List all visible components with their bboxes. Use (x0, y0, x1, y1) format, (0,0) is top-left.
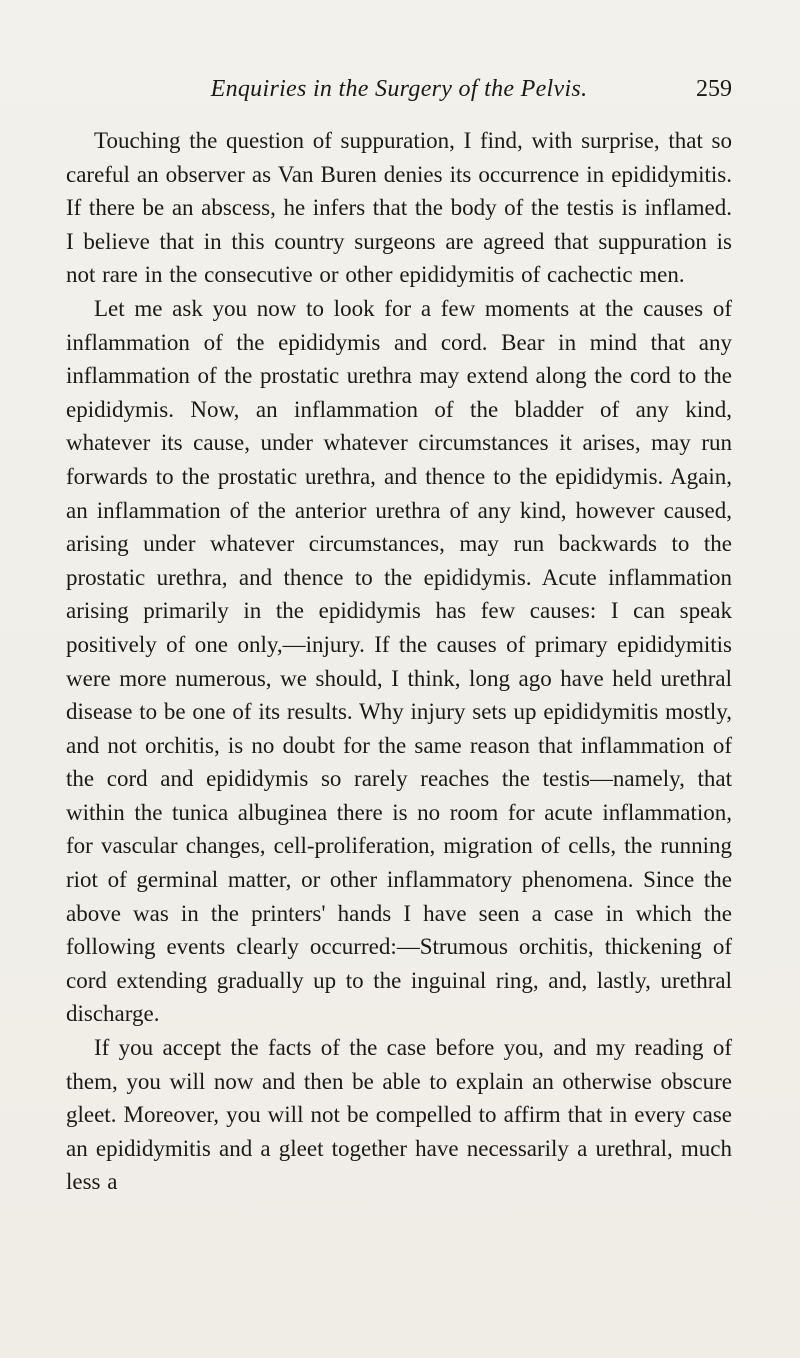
page-header (66, 66, 732, 118)
body-text (66, 124, 732, 1199)
paragraph-gleet: If you accept the facts of the case before you, and my reading of them, you will now and then be able to explain an otherwise obscure gleet. Moreover, you will not be compelled to affirm that in every case an epididymitis and a gleet together have necessarily a urethral, much less a (66, 1035, 732, 1195)
paragraph-causes: Let me ask you now to look for a few moments at the causes of inflammation of the epididymis and cord. Bear in mind that any inflammation of the prostatic urethra may extend along the cord to the epididymis. Now, an inflammation of the bladder of any kind, whatever its cause, under whatever circumstances it arises, may run forwards to the prostatic urethra, and thence to the epididymis. Again, an inflammation of the anterior urethra of any kind, however caused, arising under whatever circumstances, may run backwards to the prostatic urethra, and thence to the epididymis. Acute inflammation arising primarily in the epididymis has few causes: I can speak positively of one only,—injury. If the causes of primary epididymitis were more numerous, we should, I think, long ago have held urethral disease to be one of its results. Why injury sets up epididymitis mostly, and not orchitis, is no doubt for the same reason that inflammation of the cord and epididymis so rarely reaches the testis—namely, that within the tunica albuginea there is no room for acute inflammation, for vascular changes, cell-proliferation, migration of cells, the running riot of germinal matter, or other inflammatory phenomena. Since the above was in the printers' hands I have seen a case in which the following events clearly occurred:—Strumous orchitis, thickening of cord extending gradually up to the inguinal ring, and, lastly, urethral discharge. (66, 295, 732, 1027)
running-title: Enquiries in the Surgery of the Pelvis. (210, 76, 588, 102)
paragraph-suppuration: Touching the question of suppuration, I find, with surprise, that so careful an observer as Van Buren denies its occurrence in epididymitis. If there be an abscess, he infers that the body of the testis is inflamed. I believe that in this country surgeons are agreed that suppuration is not rare in the consecutive or other epididymitis of cachectic men. (66, 128, 732, 288)
page-number: 259 (696, 76, 732, 102)
